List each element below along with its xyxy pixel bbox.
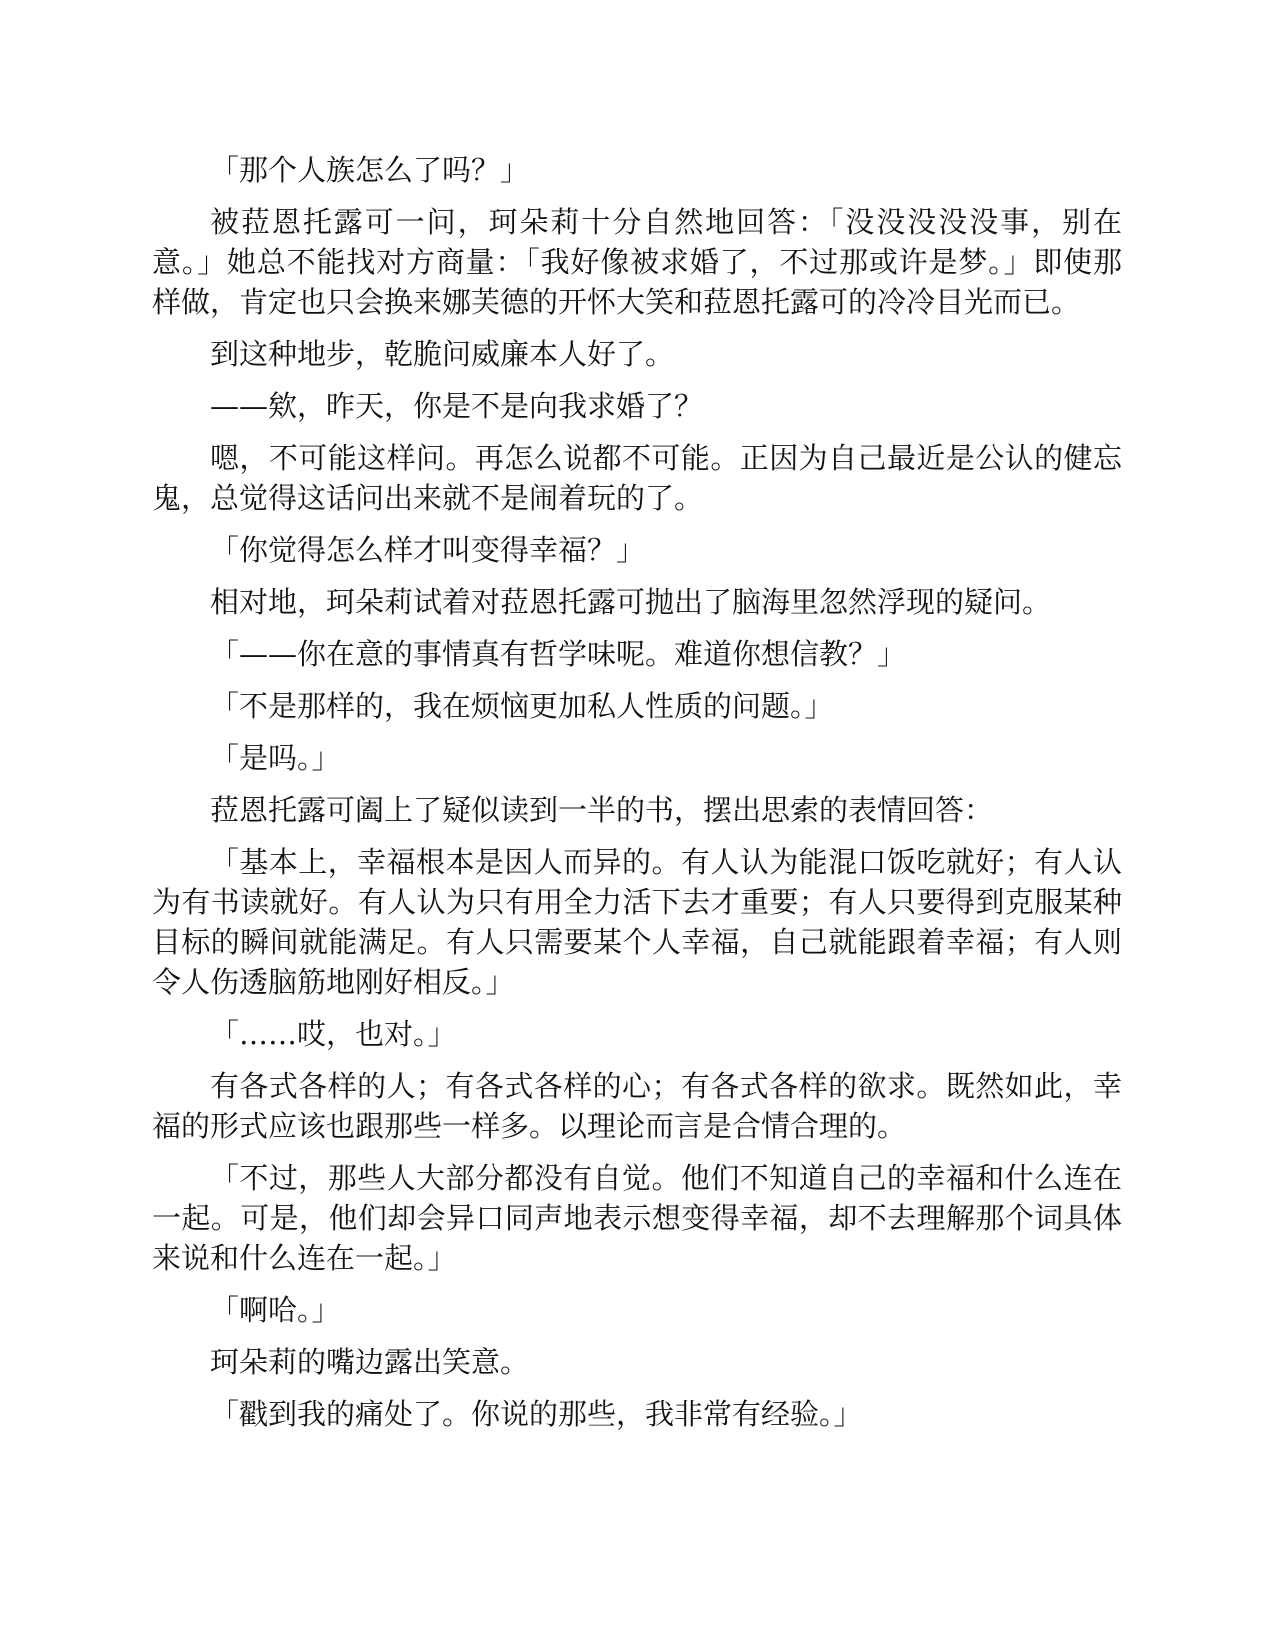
- paragraph: 珂朵莉的嘴边露出笑意。: [210, 1345, 530, 1379]
- paragraph: 到这种地步，乾脆问威廉本人好了。: [210, 337, 675, 371]
- document-page: [152, 150, 1122, 1446]
- paragraph: 嗯，不可能这样问。再怎么说都不可能。正因为自己最近是公认的健忘鬼，总觉得这话问出来就不是闹着玩的了。: [152, 441, 1122, 515]
- paragraph: 「基本上，幸福根本是因人而异的。有人认为能混口饭吃就好；有人认为有书读就好。有人认为只有用全力活下去才重要；有人只要得到克服某种目标的瞬间就能满足。有人只需要某个人幸福，自己就能跟着幸福；有人则令人伤透脑筋地刚好相反。」: [152, 845, 1122, 999]
- paragraph: 「戳到我的痛处了。你说的那些，我非常有经验。」: [210, 1397, 863, 1431]
- paragraph: 「不过，那些人大部分都没有自觉。他们不知道自己的幸福和什么连在一起。可是，他们却会异口同声地表示想变得幸福，却不去理解那个词具体来说和什么连在一起。」: [152, 1161, 1122, 1275]
- paragraph: 「那个人族怎么了吗？」: [210, 153, 530, 187]
- paragraph: 「不是那样的，我在烦恼更加私人性质的问题。」: [210, 689, 834, 723]
- paragraph: 菈恩托露可阖上了疑似读到一半的书，摆出思索的表情回答：: [210, 793, 994, 827]
- paragraph: 有各式各样的人；有各式各样的心；有各式各样的欲求。既然如此，幸福的形式应该也跟那些一样多。以理论而言是合情合理的。: [152, 1069, 1122, 1143]
- paragraph: 「是吗。」: [210, 741, 341, 775]
- paragraph: 「——你在意的事情真有哲学味呢。难道你想信教？」: [210, 637, 907, 671]
- paragraph: 「啊哈。」: [210, 1293, 341, 1327]
- paragraph: 「你觉得怎么样才叫变得幸福？」: [210, 533, 646, 567]
- paragraph: 被菈恩托露可一问，珂朵莉十分自然地回答：「没没没没没事，别在意。」她总不能找对方商量：「我好像被求婚了，不过那或许是梦。」即使那样做，肯定也只会换来娜芙德的开怀大笑和菈恩托露可的冷冷目光而已。: [152, 205, 1122, 319]
- paragraph: 相对地，珂朵莉试着对菈恩托露可抛出了脑海里忽然浮现的疑问。: [210, 585, 1052, 619]
- paragraph: ——欸，昨天，你是不是向我求婚了？: [210, 389, 704, 423]
- paragraph: 「……哎，也对。」: [210, 1017, 457, 1051]
